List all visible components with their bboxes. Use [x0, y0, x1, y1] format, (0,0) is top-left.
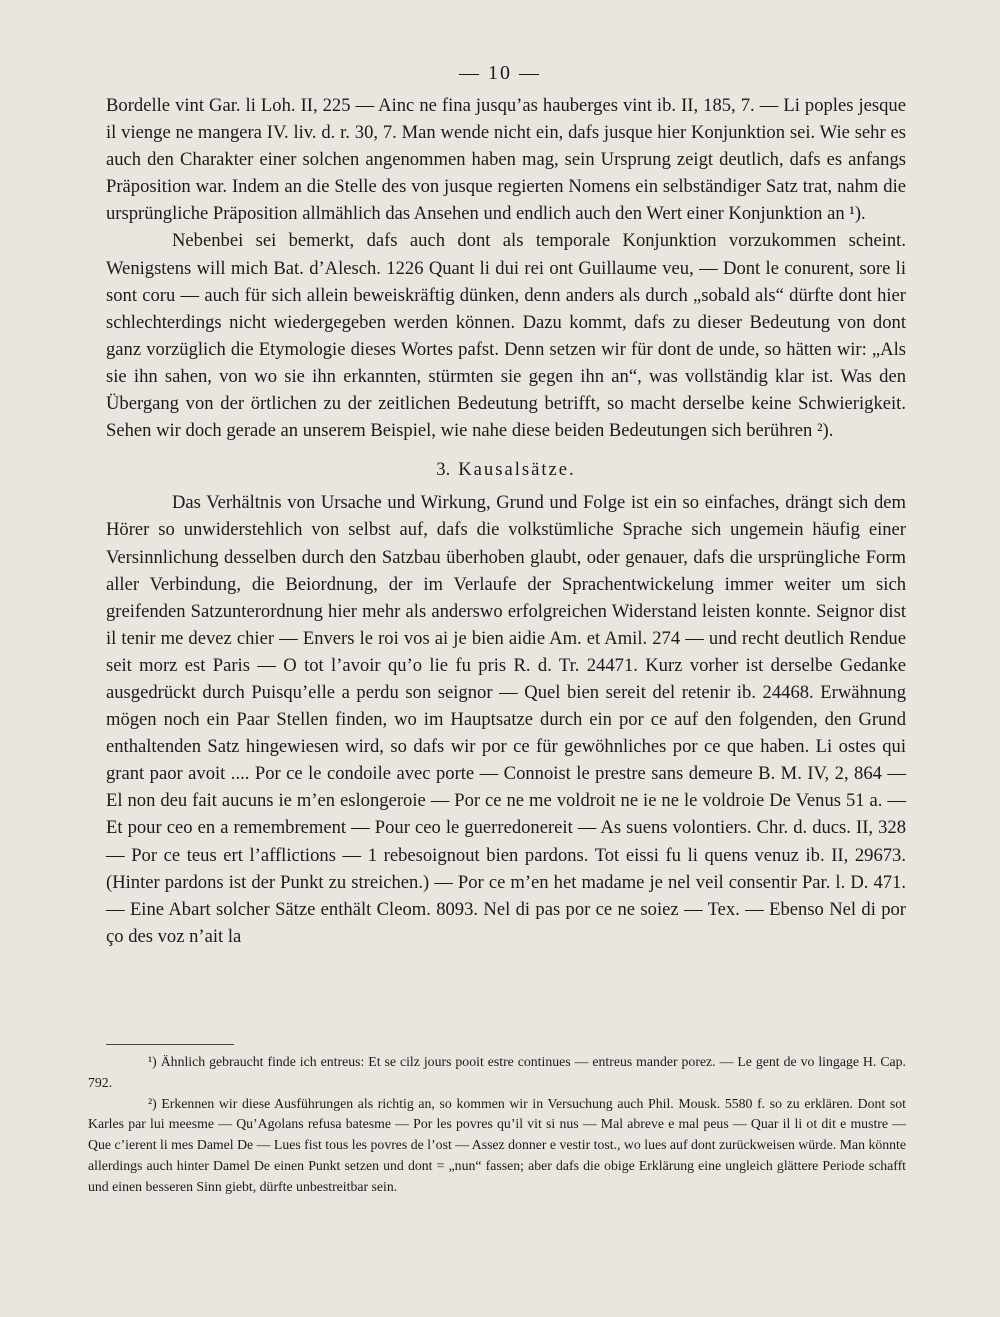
page-number: — 10 — — [459, 62, 541, 84]
section-title: Kausalsätze. — [458, 459, 576, 481]
footnote-rule — [106, 1044, 234, 1045]
footnote-1: ¹) Ähnlich gebraucht finde ich entreus: Et se cilz jours pooit estre continues — entreus mander porez. — Le gent de vo lingage H. Cap. 792. — [88, 1054, 906, 1090]
footnote-2: ²) Erkennen wir diese Ausführungen als richtig an, so kommen wir in Versuchung auch Phil. Mousk. 5580 f. so zu erklären. Dont sot Karles par lui meesme — Qu’Agolans refusa batesme — Por les povres qu’il vit si nus — Mal abreve e mal peus — Quar il li ot dit e mustre — Que c’ierent li mes Damel De — Lues fist tous les povres de l’ost — Assez donner e vestir tost., wo lues auf dont zurückweisen würde. Man könnte allerdings auch hinter Damel De einen Punkt setzen und dont = „nun“ fassen; aber dafs die obige Erklärung eine ungleich glättere Periode schafft und einen besseren Sinn giebt, dürfte unbestreitbar sein. — [88, 1095, 906, 1194]
main-text — [106, 92, 906, 950]
paragraph-3: Das Verhältnis von Ursache und Wirkung, Grund und Folge ist ein so einfaches, drängt sich dem Hörer so unwiderstehlich von selbst auf, dafs die volkstümliche Sprache sich ungemein häufig einer Versinnlichung desselben durch den Satzbau überhoben glaubt, oder genauer, dafs die ursprüngliche Form aller Verbindung, die Beiordnung, der im Verlaufe der Sprachentwickelung immer weiter um sich greifenden Satzunterordnung hier mehr als anderswo erfolgreichen Widerstand leisten konnte. Seignor dist il tenir me devez chier — Envers le roi vos ai je bien aidie Am. et Amil. 274 — und recht deutlich Rendue seit morz est Paris — O tot l’avoir qu’o lie fu pris R. d. Tr. 24471. Kurz vorher ist derselbe Gedanke ausgedrückt durch Puisqu’elle a perdu son seignor — Quel bien sereit del retenir ib. 24468. Erwähnung mögen noch ein Paar Stellen finden, wo im Hauptsatze durch ein por ce auf den folgenden, den Grund enthaltenden Satz hingewiesen wird, so dafs wir por ce für gewöhnliches por ce que haben. Li ostes qui grant paor avoit .... Por ce le condoile avec porte — Connoist le prestre sans demeure B. M. IV, 2, 864 — El non deu fait aucuns ie m’en eslongeroie — Por ce ne me voldroit ne ie ne le voldroie De Venus 51 a. — Et pour ceo en a remembrement — Pour ceo le guerredonereit — As suens volontiers. Chr. d. ducs. II, 328 — Por ce teus ert l’afflictions — 1 rebesoignout bien pardons. Tot eissi fu li quens venuz ib. II, 29673. (Hinter pardons ist der Punkt zu streichen.) — Por ce m’en het madame je nel veil consentir Par. l. D. 471. — Eine Abart solcher Sätze enthält Cleom. 8093. Nel di pas por ce ne soiez — Tex. — Ebenso Nel di por ço des voz n’ait la — [106, 492, 906, 947]
paragraph-1: Bordelle vint Gar. li Loh. II, 225 — Ainc ne fina jusqu’as hauberges vint ib. II, 185, 7. — Li poples jesque il vienge ne mangera IV. liv. d. r. 30, 7. Man wende nicht ein, dafs jusque hier Konjunktion sei. Wie sehr es auch den Charakter einer solchen angenommen haben mag, sein Ursprung zeigt deutlich, dafs es anfangs Präposition war. Indem an die Stelle des von jusque regierten Nomens ein selbständiger Satz trat, nahm die ursprüngliche Präposition allmählich das Ansehen und endlich auch den Wert einer Konjunktion an ¹). — [106, 95, 906, 225]
section-number: 3. — [436, 459, 451, 481]
paragraph-2: Nebenbei sei bemerkt, dafs auch dont als temporale Konjunktion vorzukommen scheint. Wenigstens will mich Bat. d’Alesch. 1226 Quant li dui rei ont Guillaume veu, — Dont le conurent, sore li sont coru — auch für sich allein beweiskräftig dünken, denn anders als durch „sobald als“ dürfte dont hier schlechterdings nicht wiedergegeben werden können. Dazu kommt, dafs zu dieser Bedeutung von dont ganz vorzüglich die Etymologie dieses Wortes pafst. Denn setzen wir für dont de unde, so hätten wir: „Als sie ihn sahen, von wo sie ihn erkannten, stürmten sie gegen ihn an“, was vollständig klar ist. Was den Übergang von der örtlichen zu der zeitlichen Bedeutung betrifft, so macht derselbe keine Schwierigkeit. Sehen wir doch gerade an unserem Beispiel, wie nahe diese beiden Bedeutungen sich berühren ²). — [106, 230, 906, 442]
section-heading — [106, 456, 906, 483]
footnotes — [88, 1052, 906, 1198]
